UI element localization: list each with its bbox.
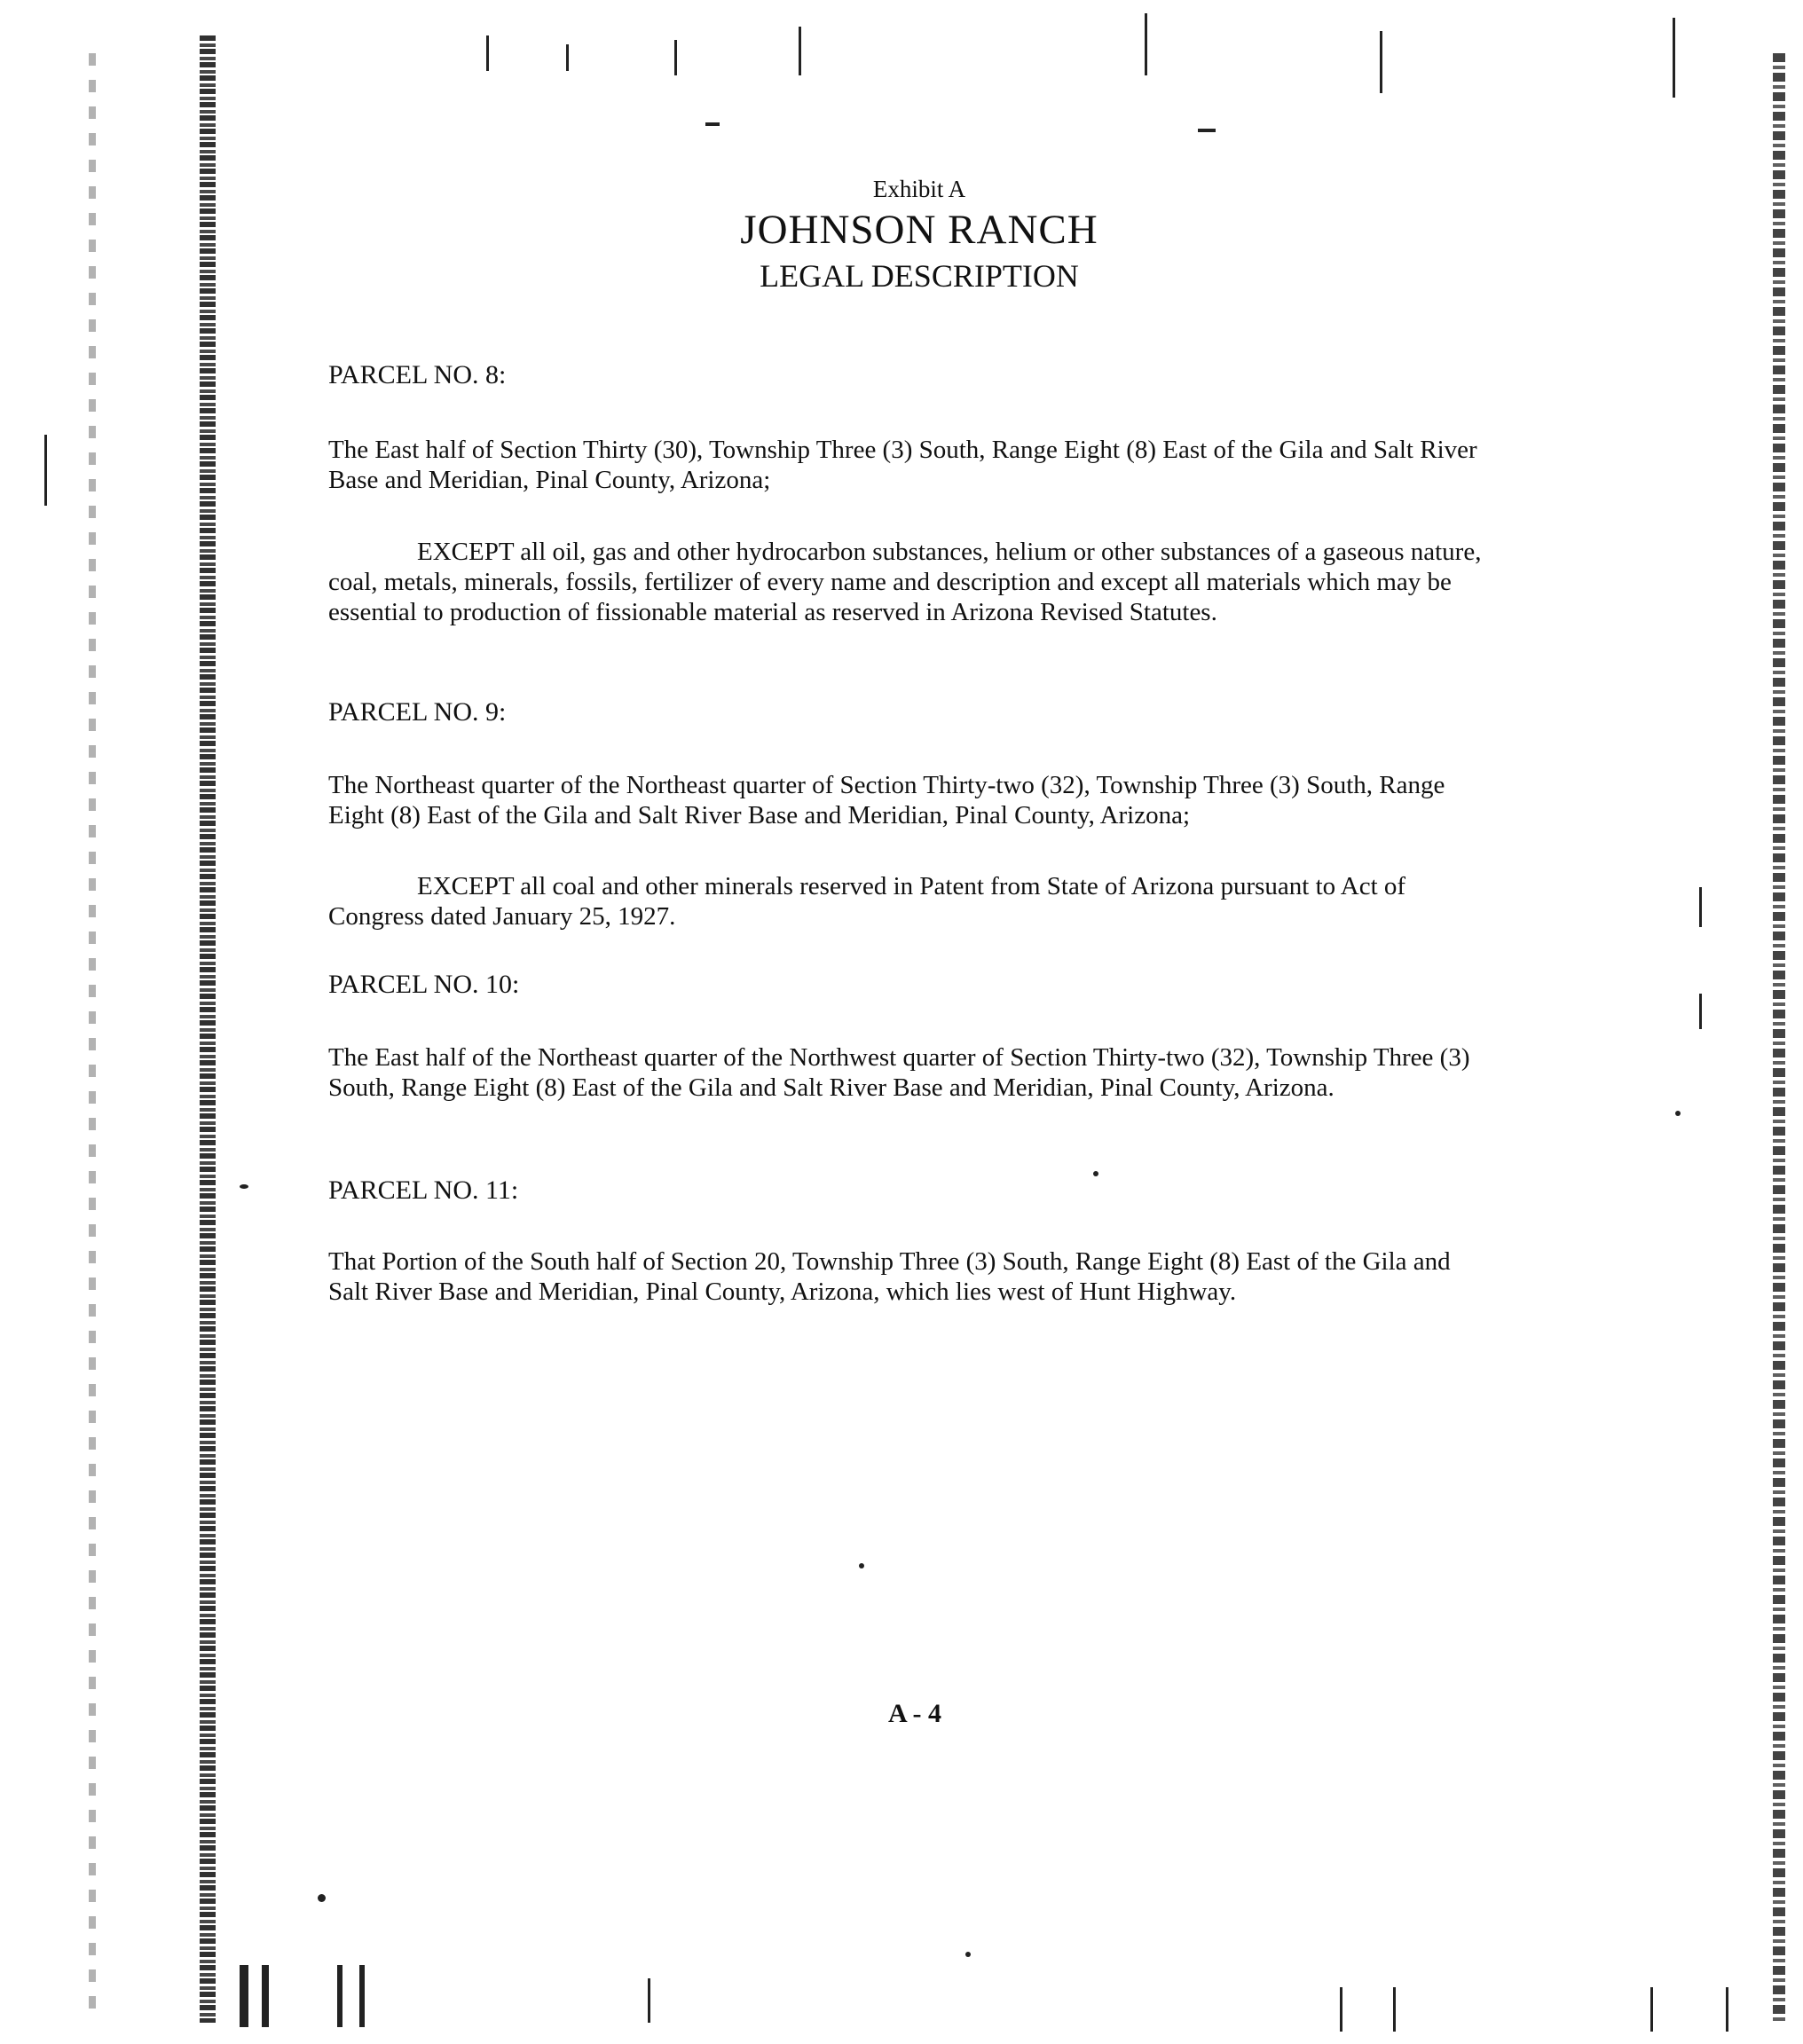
parcel-heading: PARCEL NO. 10:	[328, 970, 520, 999]
parcel-exception: EXCEPT all coal and other minerals reserved in Patent from State of Arizona pursuant to Act of Congress dated January 25, 1927.	[328, 872, 1406, 931]
scan-mark	[486, 35, 489, 71]
scan-speck	[1093, 1171, 1098, 1176]
scan-mark	[1393, 1987, 1396, 2032]
scan-speck	[859, 1563, 864, 1568]
scan-mark	[1699, 887, 1702, 927]
scan-speck	[1675, 1111, 1681, 1116]
exhibit-label: Exhibit A	[872, 176, 966, 202]
scan-mark	[799, 27, 801, 75]
parcel-description: That Portion of the South half of Section 20, Township Three (3) South, Range Eight (8) East of the Gila and Salt River Base and Meridian, Pinal County, Arizona, which lies west of Hunt Highway.	[328, 1247, 1451, 1306]
scan-mark	[240, 1965, 248, 2027]
scan-mark	[1726, 1987, 1728, 2032]
scan-mark	[1650, 1987, 1653, 2032]
scan-mark	[1699, 994, 1702, 1029]
parcel-description: The East half of Section Thirty (30), Township Three (3) South, Range Eight (8) East of the Gila and Salt River Base and Meridian, Pinal County, Arizona;	[328, 436, 1477, 494]
scan-mark	[648, 1978, 650, 2023]
page-number: A - 4	[888, 1699, 941, 1728]
parcel-heading: PARCEL NO. 11:	[328, 1175, 519, 1205]
scan-mark	[359, 1965, 365, 2027]
parcel-heading: PARCEL NO. 9:	[328, 697, 507, 727]
parcel-exception: EXCEPT all oil, gas and other hydrocarbon substances, helium or other substances of a gaseous nature, coal, metals, minerals, fossils, fertilizer of every name and description and except all materials which may be essential to production of fissionable material as reserved in Arizona Revised Statutes.	[328, 538, 1482, 626]
document-header	[0, 173, 1803, 297]
scan-mark	[1673, 18, 1675, 98]
document-subtitle: LEGAL DESCRIPTION	[760, 258, 1079, 294]
scan-mark	[705, 122, 720, 126]
scan-mark	[1145, 13, 1147, 75]
scan-mark	[44, 435, 47, 506]
parcel-description: The East half of the Northeast quarter of the Northwest quarter of Section Thirty-two (32), Township Three (3) South, Range Eight (8) East of the Gila and Salt River Base and Meridian, Pinal County, Arizona.	[328, 1043, 1470, 1102]
parcel-description: The Northeast quarter of the Northeast quarter of Section Thirty-two (32), Township Three (3) South, Range Eight (8) East of the Gila and Salt River Base and Meridian, Pinal County, Arizona;	[328, 771, 1445, 829]
scan-speck	[965, 1952, 971, 1957]
scan-mark	[262, 1965, 269, 2027]
scan-mark	[1380, 31, 1382, 93]
scan-speck	[318, 1894, 326, 1902]
scan-speck	[240, 1184, 248, 1189]
scan-mark	[1340, 1987, 1342, 2032]
scan-mark	[1198, 129, 1216, 132]
scan-mark	[337, 1965, 342, 2027]
parcel-heading: PARCEL NO. 8:	[328, 360, 507, 389]
scan-mark	[674, 40, 677, 75]
document-title: JOHNSON RANCH	[740, 207, 1098, 253]
scan-mark	[566, 44, 569, 71]
